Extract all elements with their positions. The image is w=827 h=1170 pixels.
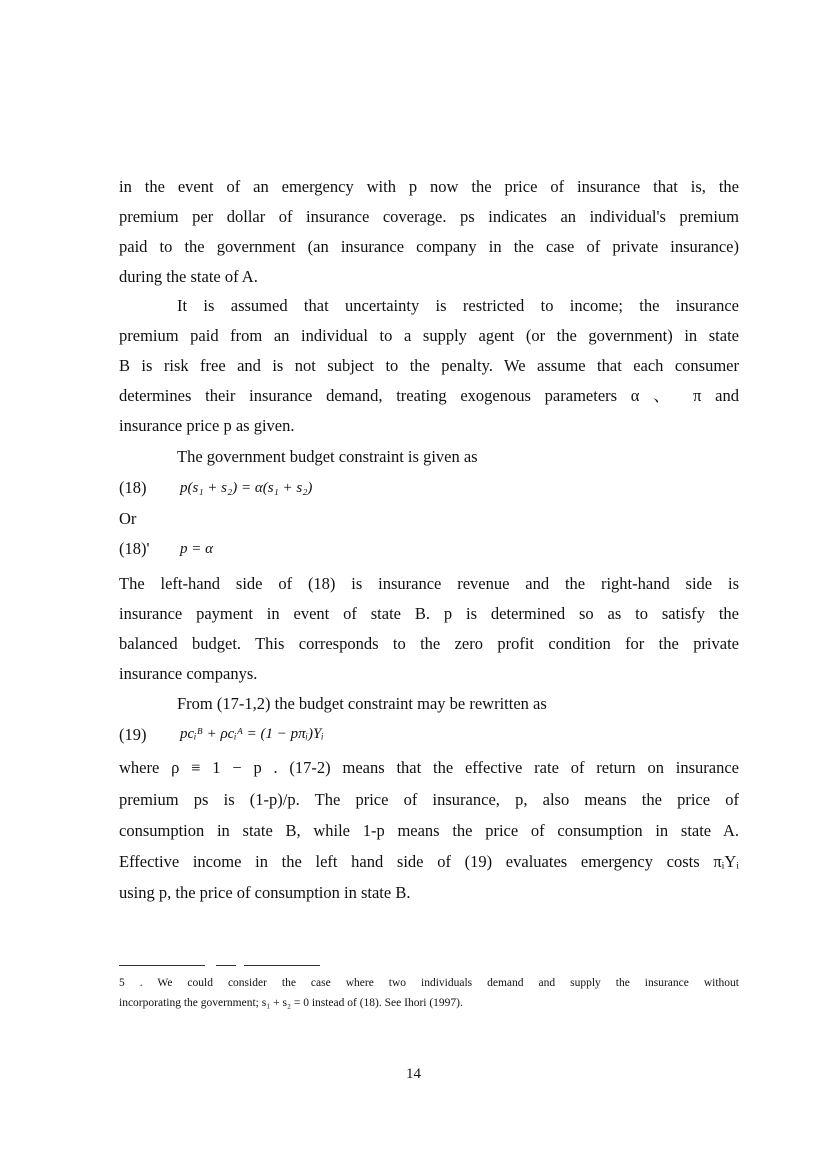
equation-18: p(s₁ + s₂) = α(s₁ + s₂): [180, 480, 313, 496]
body-line: It is assumed that uncertainty is restricted to income; the insurance: [177, 296, 739, 315]
body-line: where ρ ≡ 1 − p . (17-2) means that the effective rate of return on insurance: [119, 758, 739, 777]
equation-18-prime: p = α: [180, 541, 213, 557]
body-line: The government budget constraint is given as: [177, 447, 478, 466]
body-line: consumption in state B, while 1-p means the price of consumption in state A.: [119, 821, 739, 840]
body-line: Or: [119, 509, 137, 528]
body-line: insurance companys.: [119, 664, 258, 683]
body-line: during the state of A.: [119, 267, 258, 286]
body-line: From (17-1,2) the budget constraint may be rewritten as: [177, 694, 547, 713]
page-number: 14: [406, 1066, 421, 1082]
body-line: balanced budget. This corresponds to the zero profit condition for the private: [119, 634, 739, 653]
body-line: insurance payment in event of state B. p is determined so as to satisfy the: [119, 604, 739, 623]
footnote-rule: [119, 965, 205, 966]
equation-number: (18): [119, 478, 147, 497]
footnote-rule: [216, 965, 236, 966]
body-line: insurance price p as given.: [119, 416, 295, 435]
body-line: in the event of an emergency with p now the price of insurance that is, the: [119, 177, 739, 196]
body-line: premium per dollar of insurance coverage. ps indicates an individual's premium: [119, 207, 739, 226]
equation-number: (18)': [119, 539, 150, 558]
body-line: The left-hand side of (18) is insurance revenue and the right-hand side is: [119, 574, 739, 593]
footnote-line: 5 . We could consider the case where two individuals demand and supply the insurance without: [119, 977, 739, 989]
body-line: Effective income in the left hand side of (19) evaluates emergency costs πᵢYᵢ: [119, 852, 739, 871]
body-line: paid to the government (an insurance company in the case of private insurance): [119, 237, 739, 256]
footnote-rule: [244, 965, 320, 966]
body-line: premium ps is (1-p)/p. The price of insurance, p, also means the price of: [119, 790, 739, 809]
body-line: premium paid from an individual to a supply agent (or the government) in state: [119, 326, 739, 345]
body-line: using p, the price of consumption in state B.: [119, 883, 411, 902]
body-line: B is risk free and is not subject to the penalty. We assume that each consumer: [119, 356, 739, 375]
equation-number: (19): [119, 725, 147, 744]
equation-19: pcᵢᴮ + ρcᵢᴬ = (1 − pπᵢ)Yᵢ: [180, 726, 324, 742]
footnote-line: incorporating the government; s₁ + s₂ = 0 instead of (18). See Ihori (1997).: [119, 997, 463, 1009]
body-line: determines their insurance demand, treating exogenous parameters α 、 π and: [119, 386, 739, 405]
